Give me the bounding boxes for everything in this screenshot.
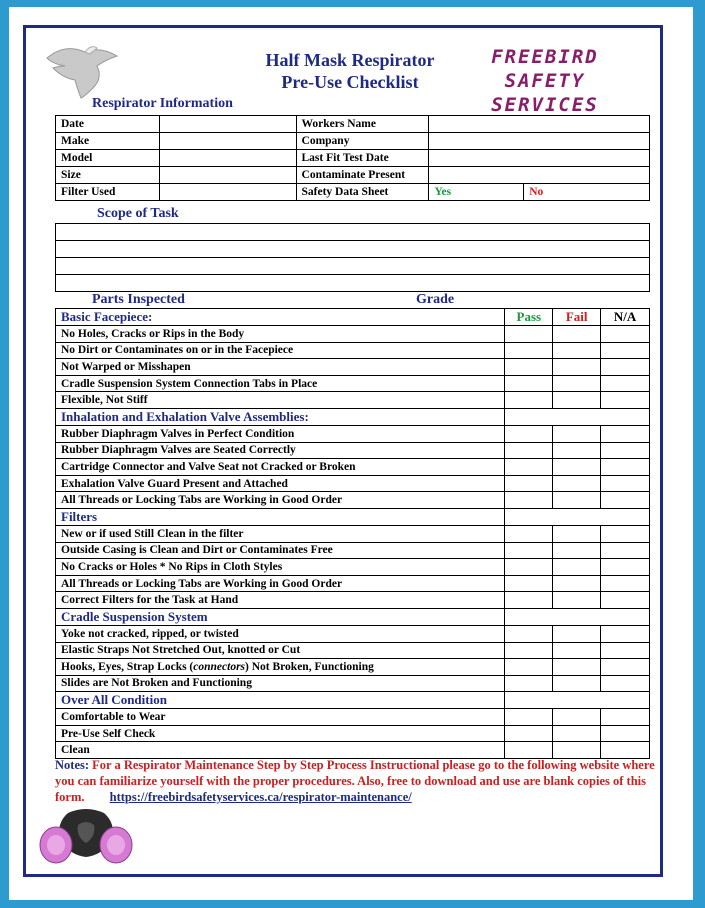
table-row: [56, 542, 650, 559]
sds-no-option[interactable]: No: [524, 184, 650, 201]
title-line-2: Pre-Use Checklist: [281, 72, 419, 92]
na-checkbox[interactable]: [601, 425, 650, 442]
pass-checkbox[interactable]: [505, 725, 553, 742]
info-label: Model: [56, 150, 160, 167]
inspection-item-label: Slides are Not Broken and Functioning: [56, 675, 505, 692]
fail-checkbox[interactable]: [553, 459, 601, 476]
fail-checkbox[interactable]: [553, 392, 601, 409]
eagle-icon: [45, 38, 120, 100]
inspection-item-label: All Threads or Locking Tabs are Working in Good Order: [56, 492, 505, 509]
table-row: [56, 675, 650, 692]
table-row: [56, 475, 650, 492]
pass-checkbox[interactable]: [505, 592, 553, 609]
brand-line-2: SAFETY SERVICES: [491, 70, 599, 116]
info-value-field[interactable]: [159, 184, 296, 201]
table-row: [56, 459, 650, 476]
na-checkbox[interactable]: [601, 342, 650, 359]
info-label: Make: [56, 133, 160, 150]
info-label: Last Fit Test Date: [296, 150, 429, 167]
info-value-field[interactable]: [159, 150, 296, 167]
fail-checkbox[interactable]: [553, 725, 601, 742]
table-row: [56, 525, 650, 542]
info-value-field[interactable]: [429, 133, 650, 150]
info-label: Size: [56, 167, 160, 184]
notes-block: [55, 757, 655, 805]
inspection-item-label: Not Warped or Misshapen: [56, 359, 505, 376]
inspection-item-label: Elastic Straps Not Stretched Out, knotted or Cut: [56, 642, 505, 659]
info-label: Company: [296, 133, 429, 150]
parts-heading: Parts Inspected: [92, 292, 185, 307]
category-row: [56, 309, 650, 326]
na-checkbox[interactable]: [601, 326, 650, 343]
fail-checkbox[interactable]: [553, 425, 601, 442]
scope-line-3[interactable]: [56, 258, 650, 275]
fail-checkbox[interactable]: [553, 709, 601, 726]
fail-checkbox[interactable]: [553, 592, 601, 609]
notes-label: Notes:: [55, 758, 90, 772]
info-value-field[interactable]: [429, 116, 650, 133]
pass-checkbox[interactable]: [505, 659, 553, 676]
inspection-item-label: Clean: [56, 742, 505, 759]
inspection-item-label: New or if used Still Clean in the filter: [56, 525, 505, 542]
pass-checkbox[interactable]: [505, 375, 553, 392]
respirator-mask-icon: [38, 805, 133, 867]
pass-checkbox[interactable]: [505, 359, 553, 376]
scope-table: [55, 223, 650, 292]
inspection-item-label: Hooks, Eyes, Strap Locks (connectors) Not Broken, Functioning: [56, 659, 505, 676]
table-row: [56, 375, 650, 392]
table-row: [56, 492, 650, 509]
na-checkbox[interactable]: [601, 592, 650, 609]
pass-checkbox[interactable]: [505, 326, 553, 343]
info-label: Safety Data Sheet: [296, 184, 429, 201]
na-checkbox[interactable]: [601, 475, 650, 492]
na-checkbox[interactable]: [601, 492, 650, 509]
na-checkbox[interactable]: [601, 459, 650, 476]
pass-checkbox[interactable]: [505, 642, 553, 659]
category-label: Cradle Suspension System: [56, 608, 505, 625]
sds-yes-option[interactable]: Yes: [429, 184, 524, 201]
fail-checkbox[interactable]: [553, 326, 601, 343]
category-label: Basic Facepiece:: [56, 309, 505, 326]
inspection-item-label: Yoke not cracked, ripped, or twisted: [56, 625, 505, 642]
category-row: [56, 692, 650, 709]
inspection-item-label: Outside Casing is Clean and Dirt or Contaminates Free: [56, 542, 505, 559]
table-row: [56, 575, 650, 592]
na-checkbox[interactable]: [601, 525, 650, 542]
na-checkbox[interactable]: [601, 659, 650, 676]
na-checkbox[interactable]: [601, 359, 650, 376]
info-value-field[interactable]: [429, 150, 650, 167]
na-checkbox[interactable]: [601, 392, 650, 409]
info-row: [56, 167, 650, 184]
info-value-field[interactable]: [159, 167, 296, 184]
pass-checkbox[interactable]: [505, 675, 553, 692]
info-row: [56, 133, 650, 150]
fail-checkbox[interactable]: [553, 642, 601, 659]
na-checkbox[interactable]: [601, 709, 650, 726]
fail-checkbox[interactable]: [553, 675, 601, 692]
fail-checkbox[interactable]: [553, 342, 601, 359]
na-checkbox[interactable]: [601, 575, 650, 592]
category-label: Inhalation and Exhalation Valve Assemblies:: [56, 408, 505, 425]
scope-line-1[interactable]: [56, 224, 650, 241]
table-row: [56, 659, 650, 676]
brand-line-1: FREEBIRD: [491, 46, 599, 68]
fail-checkbox[interactable]: [553, 525, 601, 542]
table-row: [56, 326, 650, 343]
fail-checkbox[interactable]: [553, 492, 601, 509]
info-label: Date: [56, 116, 160, 133]
na-checkbox[interactable]: [601, 725, 650, 742]
na-checkbox[interactable]: [601, 642, 650, 659]
inspection-item-label: Rubber Diaphragm Valves in Perfect Condition: [56, 425, 505, 442]
pass-checkbox[interactable]: [505, 625, 553, 642]
inspection-item-label: No Dirt or Contaminates on or in the Facepiece: [56, 342, 505, 359]
pass-checkbox[interactable]: [505, 709, 553, 726]
scope-line-2[interactable]: [56, 241, 650, 258]
na-checkbox[interactable]: [601, 559, 650, 576]
table-row: [56, 709, 650, 726]
na-checkbox[interactable]: [601, 542, 650, 559]
info-row: [56, 184, 650, 201]
table-row: [56, 425, 650, 442]
category-spacer: [505, 692, 650, 709]
category-spacer: [505, 508, 650, 525]
na-header: N/A: [601, 309, 650, 326]
fail-checkbox[interactable]: [553, 359, 601, 376]
inspection-table: [55, 308, 650, 759]
info-row: [56, 150, 650, 167]
inspection-item-label: Flexible, Not Stiff: [56, 392, 505, 409]
inspection-item-label: Correct Filters for the Task at Hand: [56, 592, 505, 609]
info-value-field[interactable]: [429, 167, 650, 184]
table-row: [56, 342, 650, 359]
inspection-item-label: Cartridge Connector and Valve Seat not Cracked or Broken: [56, 459, 505, 476]
pass-checkbox[interactable]: [505, 442, 553, 459]
notes-link[interactable]: https://freebirdsafetyservices.ca/respirator-maintenance/: [109, 790, 412, 804]
inspection-item-label: Comfortable to Wear: [56, 709, 505, 726]
inspection-item-label: Exhalation Valve Guard Present and Attached: [56, 475, 505, 492]
inspection-item-label: No Cracks or Holes * No Rips in Cloth Styles: [56, 559, 505, 576]
table-row: [56, 442, 650, 459]
table-row: [56, 625, 650, 642]
category-label: Filters: [56, 508, 505, 525]
fail-checkbox[interactable]: [553, 575, 601, 592]
table-row: [56, 592, 650, 609]
pass-checkbox[interactable]: [505, 342, 553, 359]
info-label: Workers Name: [296, 116, 429, 133]
notes-text: For a Respirator Maintenance Step by Step Process Instructional please go to the following website where you can familiarize yourself with the proper procedures. Also, free to download and use are blank copies of this form.: [55, 758, 655, 804]
pass-header: Pass: [505, 309, 553, 326]
info-row: [56, 116, 650, 133]
respirator-info-table: [55, 115, 650, 201]
pass-checkbox[interactable]: [505, 492, 553, 509]
fail-checkbox[interactable]: [553, 559, 601, 576]
fail-header: Fail: [553, 309, 601, 326]
table-row: [56, 559, 650, 576]
fail-checkbox[interactable]: [553, 542, 601, 559]
pass-checkbox[interactable]: [505, 559, 553, 576]
pass-checkbox[interactable]: [505, 392, 553, 409]
scope-line-4[interactable]: [56, 275, 650, 292]
table-row: [56, 725, 650, 742]
inspection-item-label: All Threads or Locking Tabs are Working in Good Order: [56, 575, 505, 592]
category-label: Over All Condition: [56, 692, 505, 709]
pass-checkbox[interactable]: [505, 525, 553, 542]
inspection-item-label: Cradle Suspension System Connection Tabs in Place: [56, 375, 505, 392]
pass-checkbox[interactable]: [505, 425, 553, 442]
grade-heading: Grade: [416, 292, 455, 307]
pass-checkbox[interactable]: [505, 542, 553, 559]
na-checkbox[interactable]: [601, 375, 650, 392]
fail-checkbox[interactable]: [553, 375, 601, 392]
na-checkbox[interactable]: [601, 625, 650, 642]
na-checkbox[interactable]: [601, 442, 650, 459]
inspection-item-label: No Holes, Cracks or Rips in the Body: [56, 326, 505, 343]
pass-checkbox[interactable]: [505, 459, 553, 476]
category-row: [56, 408, 650, 425]
category-spacer: [505, 408, 650, 425]
category-row: [56, 608, 650, 625]
info-label: Contaminate Present: [296, 167, 429, 184]
info-label: Filter Used: [56, 184, 160, 201]
table-row: [56, 642, 650, 659]
table-row: [56, 359, 650, 376]
info-value-field[interactable]: [159, 133, 296, 150]
pass-checkbox[interactable]: [505, 575, 553, 592]
fail-checkbox[interactable]: [553, 442, 601, 459]
inspection-item-label: Rubber Diaphragm Valves are Seated Correctly: [56, 442, 505, 459]
fail-checkbox[interactable]: [553, 625, 601, 642]
info-value-field[interactable]: [159, 116, 296, 133]
inspection-item-label: Pre-Use Self Check: [56, 725, 505, 742]
fail-checkbox[interactable]: [553, 659, 601, 676]
pass-checkbox[interactable]: [505, 475, 553, 492]
title-line-1: Half Mask Respirator: [265, 50, 435, 70]
fail-checkbox[interactable]: [553, 475, 601, 492]
category-spacer: [505, 608, 650, 625]
category-row: [56, 508, 650, 525]
respirator-info-heading: Respirator Information: [92, 96, 233, 111]
table-row: [56, 392, 650, 409]
scope-heading: Scope of Task: [97, 206, 179, 221]
na-checkbox[interactable]: [601, 675, 650, 692]
